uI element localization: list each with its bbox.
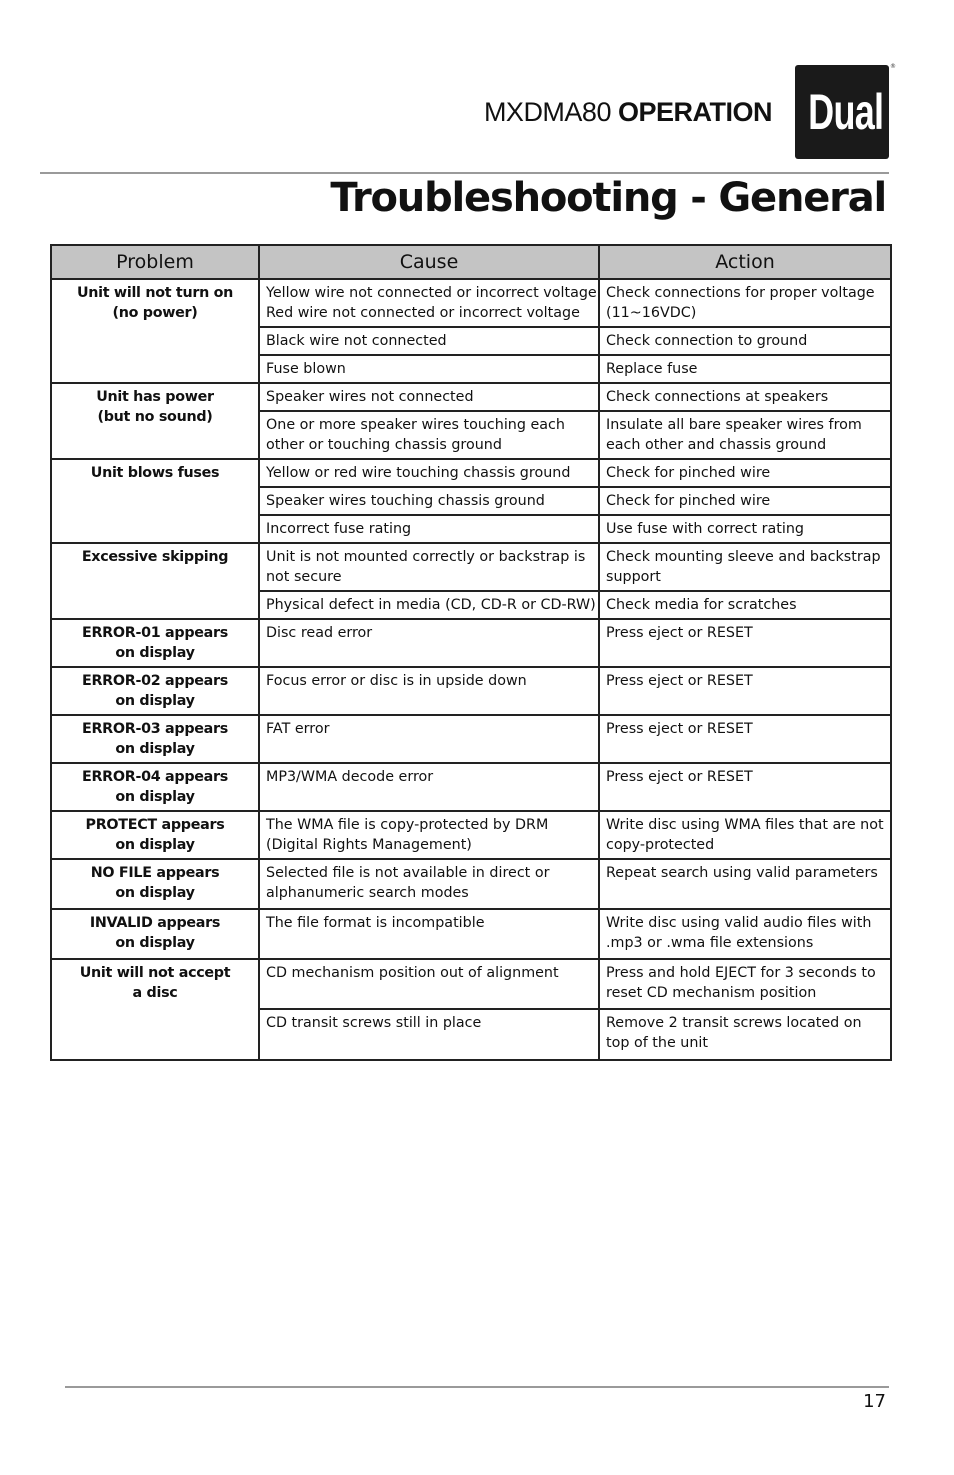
action-cell: Check connection to ground: [599, 327, 891, 355]
action-cell: Check media for scratches: [599, 591, 891, 619]
action-cell: Write disc using WMA files that are not copy-protected: [599, 811, 891, 859]
action-cell: Remove 2 transit screws located on top of the unit: [599, 1009, 891, 1060]
table-row: [51, 715, 891, 763]
troubleshooting-table: [50, 244, 892, 1061]
column-header-action: Action: [599, 245, 891, 279]
cause-cell: FAT error: [259, 715, 599, 763]
cause-cell: Speaker wires not connected: [259, 383, 599, 411]
action-cell: Press eject or RESET: [599, 667, 891, 715]
action-cell: Press eject or RESET: [599, 715, 891, 763]
cause-cell: Disc read error: [259, 619, 599, 667]
cause-cell: Unit is not mounted correctly or backstrap is not secure: [259, 543, 599, 591]
problem-cell: Unit will not accept a disc: [51, 959, 259, 1060]
cause-cell: The file format is incompatible: [259, 909, 599, 959]
cause-cell: One or more speaker wires touching each other or touching chassis ground: [259, 411, 599, 459]
footer-divider: [65, 1386, 889, 1388]
cause-cell: The WMA file is copy-protected by DRM (Digital Rights Management): [259, 811, 599, 859]
cause-cell: Incorrect fuse rating: [259, 515, 599, 543]
table-row: [51, 811, 891, 859]
column-header-cause: Cause: [259, 245, 599, 279]
cause-cell: Physical defect in media (CD, CD-R or CD-RW): [259, 591, 599, 619]
problem-cell: Unit will not turn on (no power): [51, 279, 259, 383]
table-row: [51, 619, 891, 667]
problem-cell: INVALID appears on display: [51, 909, 259, 959]
cause-cell: CD mechanism position out of alignment: [259, 959, 599, 1009]
action-cell: Press eject or RESET: [599, 619, 891, 667]
cause-cell: Yellow wire not connected or incorrect voltage Red wire not connected or incorrect voltage: [259, 279, 599, 327]
cause-cell: MP3/WMA decode error: [259, 763, 599, 811]
action-cell: Check for pinched wire: [599, 487, 891, 515]
table-row: [51, 859, 891, 909]
problem-cell: Unit blows fuses: [51, 459, 259, 543]
problem-cell: ERROR-04 appears on display: [51, 763, 259, 811]
page-title: Troubleshooting - General: [330, 175, 886, 221]
page-number: 17: [863, 1391, 886, 1412]
cause-cell: Focus error or disc is in upside down: [259, 667, 599, 715]
problem-cell: PROTECT appears on display: [51, 811, 259, 859]
section-name: OPERATION: [617, 97, 772, 127]
cause-cell: Yellow or red wire touching chassis ground: [259, 459, 599, 487]
table-row: [51, 959, 891, 1009]
action-cell: Check connections at speakers: [599, 383, 891, 411]
brand-logo: [795, 65, 889, 159]
cause-cell: Selected file is not available in direct or alphanumeric search modes: [259, 859, 599, 909]
table-body: [51, 279, 891, 1060]
table-row: [51, 667, 891, 715]
action-cell: Check connections for proper voltage (11~16VDC): [599, 279, 891, 327]
table-row: [51, 459, 891, 487]
action-cell: Use fuse with correct rating: [599, 515, 891, 543]
problem-cell: ERROR-01 appears on display: [51, 619, 259, 667]
table-row: [51, 383, 891, 411]
header-model-title: [484, 95, 772, 129]
problem-cell: Excessive skipping: [51, 543, 259, 619]
table-row: [51, 763, 891, 811]
action-cell: Insulate all bare speaker wires from each other and chassis ground: [599, 411, 891, 459]
problem-cell: Unit has power (but no sound): [51, 383, 259, 459]
cause-cell: CD transit screws still in place: [259, 1009, 599, 1060]
action-cell: Check mounting sleeve and backstrap support: [599, 543, 891, 591]
cause-cell: Speaker wires touching chassis ground: [259, 487, 599, 515]
problem-cell: NO FILE appears on display: [51, 859, 259, 909]
column-header-problem: Problem: [51, 245, 259, 279]
table-row: [51, 279, 891, 327]
action-cell: Press and hold EJECT for 3 seconds to reset CD mechanism position: [599, 959, 891, 1009]
problem-cell: ERROR-02 appears on display: [51, 667, 259, 715]
action-cell: Repeat search using valid parameters: [599, 859, 891, 909]
action-cell: Write disc using valid audio files with .mp3 or .wma file extensions: [599, 909, 891, 959]
cause-cell: Fuse blown: [259, 355, 599, 383]
table-row: [51, 543, 891, 591]
brand-logo-text: Dual: [808, 84, 884, 140]
registered-mark: ®: [890, 63, 896, 70]
table-header-row: [51, 245, 891, 279]
action-cell: Replace fuse: [599, 355, 891, 383]
action-cell: Press eject or RESET: [599, 763, 891, 811]
problem-cell: ERROR-03 appears on display: [51, 715, 259, 763]
table-row: [51, 909, 891, 959]
action-cell: Check for pinched wire: [599, 459, 891, 487]
model-name: MXDMA80: [483, 97, 611, 127]
cause-cell: Black wire not connected: [259, 327, 599, 355]
